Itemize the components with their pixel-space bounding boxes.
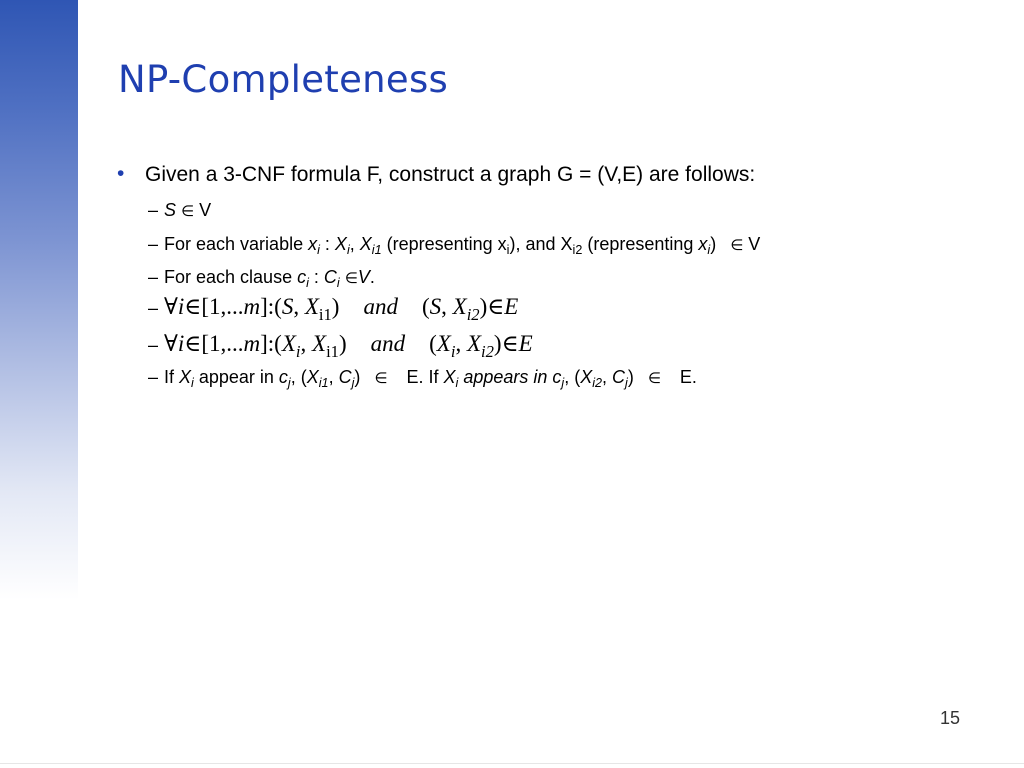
sub-item-4 (148, 294, 519, 324)
text: ) (331, 294, 340, 319)
var-x: X (452, 294, 467, 319)
dash: – (148, 234, 159, 254)
subscript: i (336, 276, 340, 290)
dash: – (148, 267, 159, 287)
subscript: i (317, 243, 320, 257)
sub-item-3 (148, 266, 375, 289)
text: , (300, 331, 307, 356)
text: appears in (458, 367, 553, 387)
text: ) (338, 331, 347, 356)
subscript: i (306, 276, 309, 290)
forall-icon: ∀ (164, 294, 178, 319)
element-of-icon: ∈ (344, 269, 358, 287)
text: , (349, 234, 360, 254)
text: , (455, 331, 462, 356)
sub-item-6 (148, 366, 697, 389)
var-c: C (612, 367, 626, 387)
subscript: i1 (371, 243, 382, 257)
dash: – (148, 298, 159, 318)
element-of-icon: ∈ (184, 294, 202, 319)
text: For each variable (164, 234, 309, 254)
dash: – (148, 335, 159, 355)
element-of-icon: ∈ (501, 331, 519, 356)
text: For each clause (164, 267, 298, 287)
text: , (441, 294, 447, 319)
math-formula-1 (164, 294, 519, 324)
dash: – (148, 200, 159, 220)
subscript: i (450, 342, 456, 361)
var-m: m (243, 331, 261, 356)
text: ( (421, 294, 430, 319)
element-of-icon: ∈ (184, 331, 202, 356)
text: : (319, 234, 335, 254)
var-c: c (552, 367, 562, 387)
subscript: i1 (318, 376, 329, 390)
text: ) (354, 367, 361, 387)
bottom-divider (0, 763, 1024, 764)
subscript: i (191, 376, 194, 390)
text: , ( (290, 367, 307, 387)
subscript: i (506, 243, 510, 257)
text: ), and X (509, 234, 573, 254)
element-of-icon: ∈ (647, 369, 661, 387)
sub-item-5 (148, 331, 533, 361)
subscript: i2 (572, 243, 583, 257)
var-x: X (281, 331, 296, 356)
set-e: E (504, 294, 519, 319)
text: ) (710, 234, 717, 254)
subscript: j (625, 376, 628, 390)
text: : (308, 267, 324, 287)
text: ) (479, 294, 488, 319)
var-s: S (164, 200, 177, 220)
var-x: x (698, 234, 708, 254)
var-s: S (429, 294, 442, 319)
var-x: X (580, 367, 593, 387)
subscript: i2 (466, 305, 480, 324)
text: E. (674, 367, 697, 387)
set-v: V (748, 234, 761, 254)
text: ) (627, 367, 634, 387)
var-s: S (281, 294, 294, 319)
and-word: and (363, 294, 398, 319)
subscript: j (287, 376, 291, 390)
text: , (293, 294, 300, 319)
text: . (369, 267, 375, 287)
set-v: V (357, 267, 370, 287)
var-x: x (308, 234, 318, 254)
element-of-icon: ∈ (730, 236, 744, 254)
var-x: X (436, 331, 451, 356)
dash: – (148, 367, 159, 387)
subscript: i (455, 376, 459, 390)
var-i: i (177, 294, 185, 319)
text: (representing x (381, 234, 507, 254)
subscript: j (351, 376, 355, 390)
main-bullet-text: Given a 3-CNF formula F, construct a graph G = (V,E) are follows: (145, 163, 756, 186)
text: , (602, 367, 613, 387)
element-of-icon: ∈ (487, 294, 505, 319)
text: ]:( (260, 331, 282, 356)
forall-icon: ∀ (164, 331, 178, 356)
subscript: j (561, 376, 565, 390)
text: , (328, 367, 339, 387)
math-formula-2 (164, 331, 533, 361)
slide-title: NP-Completeness (118, 58, 449, 101)
subscript: i2 (592, 376, 603, 390)
var-x: X (443, 367, 456, 387)
set-e: E (518, 331, 533, 356)
sub-item-1 (148, 199, 211, 222)
var-c: C (338, 367, 352, 387)
var-x: X (304, 294, 319, 319)
text: If (164, 367, 180, 387)
bullet-icon: • (117, 162, 125, 185)
text: ]:( (260, 294, 282, 319)
var-c: c (297, 267, 307, 287)
var-x: X (359, 234, 372, 254)
subscript: i (707, 243, 711, 257)
subscript: i1 (318, 305, 332, 324)
text: [1,... (201, 331, 244, 356)
page-number: 15 (940, 708, 961, 728)
var-x: X (466, 331, 482, 356)
var-c: c (278, 367, 288, 387)
var-x: X (334, 234, 347, 254)
element-of-icon: ∈ (374, 369, 388, 387)
subscript: i (295, 342, 301, 361)
text: appear in (193, 367, 279, 387)
subscript: i1 (326, 342, 339, 361)
subscript: i (346, 243, 350, 257)
text: [1,... (201, 294, 244, 319)
var-i: i (177, 331, 185, 356)
sub-item-2 (148, 233, 760, 256)
var-x: X (312, 331, 327, 356)
text: ( (429, 331, 437, 356)
subscript: i2 (481, 342, 494, 361)
text: , ( (564, 367, 581, 387)
set-v: V (199, 200, 212, 220)
text: E. If (401, 367, 444, 387)
var-x: X (179, 367, 192, 387)
element-of-icon: ∈ (181, 202, 195, 220)
and-word: and (370, 331, 406, 356)
var-m: m (243, 294, 261, 319)
var-x: X (306, 367, 319, 387)
var-c: C (323, 267, 337, 287)
text: (representing (582, 234, 699, 254)
text: ) (493, 331, 502, 356)
